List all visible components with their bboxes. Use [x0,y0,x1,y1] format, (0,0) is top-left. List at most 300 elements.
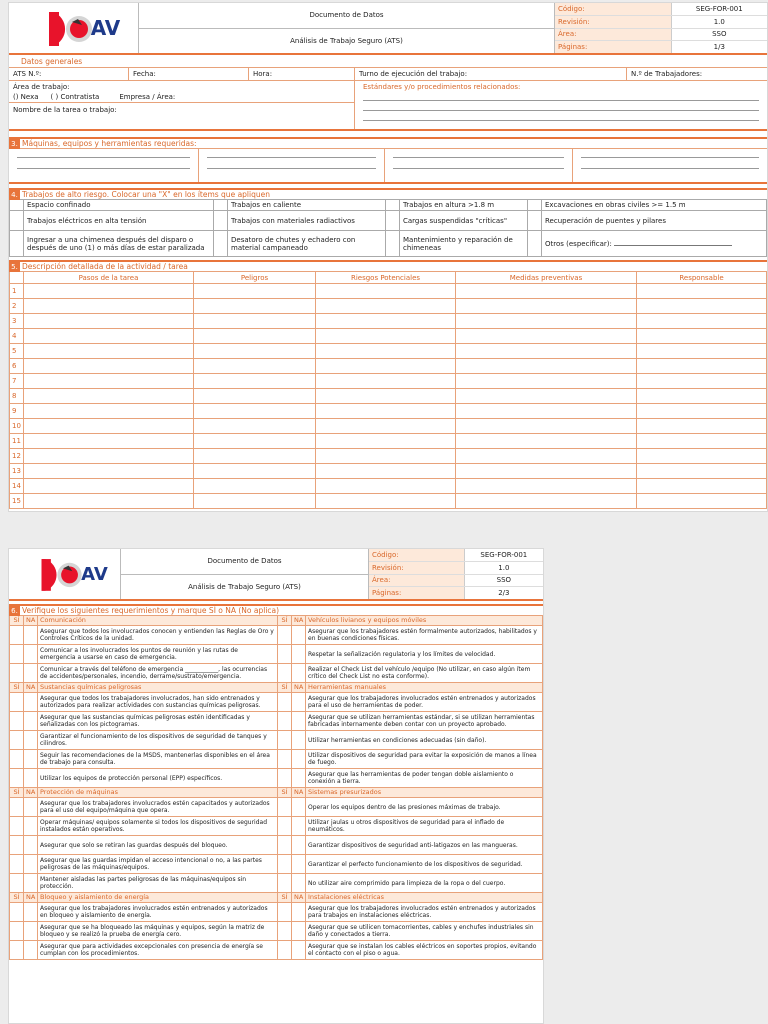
activity-row [10,359,767,374]
check-cell[interactable] [292,693,306,712]
check-cell[interactable] [292,750,306,769]
standards-block [355,81,767,129]
risk-checkbox[interactable] [10,211,24,231]
workers-count-field[interactable]: N.º de Trabajadores: [631,70,703,78]
activity-cell[interactable] [456,374,637,389]
meta-label: Código: [555,3,672,15]
company-type-row [9,93,354,103]
check-cell[interactable] [24,626,38,645]
activity-cell[interactable] [456,329,637,344]
general-row-2 [9,81,767,131]
check-cell[interactable] [292,941,306,960]
activity-cell[interactable] [637,434,767,449]
check-cell[interactable] [10,664,24,683]
risk-item: Espacio confinado [24,200,214,211]
group-title: Sustancias químicas peligrosas [38,683,278,693]
activity-cell[interactable] [24,299,194,314]
activity-cell[interactable] [24,389,194,404]
page-header [9,3,767,55]
row-number: 8 [10,389,24,404]
check-cell[interactable] [292,903,306,922]
activity-row [10,344,767,359]
activity-cell[interactable] [24,329,194,344]
si-header: SÍ [278,683,292,693]
activity-cell[interactable] [316,389,456,404]
page-header [9,549,543,601]
contractor-option[interactable]: ( ) Contratista [50,93,100,101]
requirement-text: Asegurar que se utilicen tomacorrientes, cables y enchufes industriales sin daño y conectados a tierra. [306,922,543,941]
activity-cell[interactable] [194,464,316,479]
check-cell[interactable] [24,693,38,712]
risk-checkbox[interactable] [528,231,542,257]
nexa-option[interactable]: () Nexa [13,93,39,101]
check-cell[interactable] [278,626,292,645]
check-cell[interactable] [278,769,292,788]
activity-cell[interactable] [24,479,194,494]
activity-cell[interactable] [637,374,767,389]
check-cell[interactable] [10,817,24,836]
section-title: Descripción detallada de la actividad / tarea [22,262,188,271]
activity-cell[interactable] [194,404,316,419]
activity-cell[interactable] [194,299,316,314]
check-cell[interactable] [278,693,292,712]
na-header: NA [24,616,38,626]
requirements-group-header [10,683,543,693]
check-cell[interactable] [10,693,24,712]
requirement-text: Asegurar que los trabajadores involucrados estén entrenados y autorizados en bloqueo y aislamiento de energía. [38,903,278,922]
requirement-text: Utilizar jaulas u otros dispositivos de seguridad para el inflado de neumáticos. [306,817,543,836]
document-subtitle: Análisis de Trabajo Seguro (ATS) [188,582,301,591]
requirement-text: Seguir las recomendaciones de la MSDS, mantenerlas disponibles en el área de trabajo para consulta. [38,750,278,769]
activity-cell[interactable] [316,494,456,509]
activity-cell[interactable] [24,374,194,389]
document-title: Documento de Datos [121,549,368,575]
activity-cell[interactable] [637,464,767,479]
requirement-text: Garantizar el perfecto funcionamiento de los dispositivos de seguridad. [306,855,543,874]
activity-cell[interactable] [637,359,767,374]
activity-cell[interactable] [316,344,456,359]
form-page-2 [8,548,544,1024]
si-header: SÍ [10,683,24,693]
activity-cell[interactable] [637,314,767,329]
na-header: NA [292,893,306,903]
requirement-row [10,798,543,817]
activity-cell[interactable] [24,284,194,299]
check-cell[interactable] [292,645,306,664]
requirement-text: Mantener aisladas las partes peligrosas de las máquinas/equipos sin protección. [38,874,278,893]
requirement-row [10,750,543,769]
ats-number-field[interactable]: ATS N.º: [9,68,129,80]
company-logo [9,3,139,53]
check-cell[interactable] [24,817,38,836]
check-cell[interactable] [292,855,306,874]
requirement-row [10,626,543,645]
activity-cell[interactable] [456,419,637,434]
risk-item: Otros (especificar): [545,239,612,248]
activity-cell[interactable] [456,494,637,509]
risk-checkbox[interactable] [10,200,24,211]
section-number: 4. [9,190,20,200]
document-meta [555,3,767,53]
equipment-line[interactable] [207,157,376,158]
group-title: Sistemas presurizados [306,788,543,798]
row-number: 6 [10,359,24,374]
row-number: 13 [10,464,24,479]
document-title: Documento de Datos [139,3,554,29]
time-field[interactable]: Hora: [249,68,355,80]
standards-line[interactable] [363,100,759,101]
check-cell[interactable] [278,645,292,664]
na-header: NA [292,616,306,626]
activity-cell[interactable] [637,389,767,404]
risk-item: Trabajos eléctricos en alta tensión [24,211,214,231]
activity-cell[interactable] [316,404,456,419]
activity-cell[interactable] [24,449,194,464]
document-title-block [139,3,555,53]
form-page-1 [8,2,768,512]
activity-cell[interactable] [194,284,316,299]
na-header: NA [292,788,306,798]
work-area-block [9,81,355,129]
activity-cell[interactable] [456,359,637,374]
activity-cell[interactable] [456,464,637,479]
check-cell[interactable] [292,817,306,836]
meta-value: 1.0 [713,17,725,26]
activity-cell[interactable] [456,299,637,314]
activity-cell[interactable] [316,449,456,464]
row-number: 10 [10,419,24,434]
activity-cell[interactable] [456,449,637,464]
requirements-group-header [10,616,543,626]
check-cell[interactable] [278,798,292,817]
requirement-text: Comunicar a los involucrados los puntos de reunión y las rutas de emergencia a usarse en caso de emergencia. [38,645,278,664]
requirement-text: Realizar el Check List del vehículo /equipo (No utilizar, en caso algún ítem crítico del Check List no esta conforme). [306,664,543,683]
section-3-header [9,137,767,148]
risk-item: Cargas suspendidas "críticas" [400,211,528,231]
activity-cell[interactable] [24,434,194,449]
check-cell[interactable] [24,855,38,874]
shift-field[interactable]: Turno de ejecución del trabajo: [355,68,627,80]
check-cell[interactable] [24,769,38,788]
requirement-text: Garantizar el funcionamiento de los dispositivos de seguridad de tanques y cilindros. [38,731,278,750]
equipment-line[interactable] [17,168,190,169]
check-cell[interactable] [10,750,24,769]
meta-label: Código: [369,549,465,561]
check-cell[interactable] [10,836,24,855]
check-cell[interactable] [278,855,292,874]
requirements-group-header [10,788,543,798]
standards-line[interactable] [363,120,759,121]
activity-row [10,284,767,299]
activity-cell[interactable] [24,359,194,374]
check-cell[interactable] [292,626,306,645]
activity-cell[interactable] [637,284,767,299]
meta-value: SSO [712,30,727,39]
risk-item: Mantenimiento y reparación de chimeneas [400,231,528,257]
activity-cell[interactable] [316,359,456,374]
check-cell[interactable] [10,769,24,788]
check-cell[interactable] [24,874,38,893]
activity-cell[interactable] [194,479,316,494]
check-cell[interactable] [292,874,306,893]
activity-cell[interactable] [456,344,637,359]
meta-value: 2/3 [498,589,510,598]
activity-cell[interactable] [24,494,194,509]
row-number: 14 [10,479,24,494]
check-cell[interactable] [10,731,24,750]
activity-cell[interactable] [456,314,637,329]
work-area-field[interactable]: Área de trabajo: [13,83,70,91]
requirement-text: Asegurar que las herramientas de poder tengan doble aislamiento o conexión a tierra. [306,769,543,788]
risk-checkbox[interactable] [386,231,400,257]
check-cell[interactable] [24,712,38,731]
check-cell[interactable] [24,836,38,855]
activity-cell[interactable] [24,314,194,329]
activity-row [10,404,767,419]
activity-cell[interactable] [456,284,637,299]
requirement-row [10,712,543,731]
requirements-group-header [10,893,543,903]
activity-cell[interactable] [637,329,767,344]
section-title: Máquinas, equipos y herramientas requeridas: [22,139,197,148]
check-cell[interactable] [292,769,306,788]
risk-checkbox[interactable] [528,200,542,211]
section-4-header [9,188,767,199]
check-cell[interactable] [292,836,306,855]
check-cell[interactable] [278,903,292,922]
check-cell[interactable] [10,941,24,960]
equipment-line[interactable] [581,157,759,158]
check-cell[interactable] [10,626,24,645]
activity-cell[interactable] [637,299,767,314]
check-cell[interactable] [24,731,38,750]
requirement-row [10,903,543,922]
meta-value: 1/3 [713,43,725,52]
risk-item: Trabajos en caliente [228,200,386,211]
document-subtitle: Análisis de Trabajo Seguro (ATS) [290,36,403,45]
section-6-header [9,604,543,615]
activity-cell[interactable] [637,449,767,464]
risk-checkbox[interactable] [214,200,228,211]
requirement-text: Asegurar que se utilizan herramientas estándar, si se utilizan herramientas fabricadas internamente deben contar con un proyecto aprobado. [306,712,543,731]
col-header: Riesgos Potenciales [316,272,456,284]
document-title-block [121,549,369,599]
activity-cell[interactable] [194,344,316,359]
check-cell[interactable] [24,664,38,683]
risk-checkbox[interactable] [214,211,228,231]
requirement-text: Asegurar que los trabajadores involucrados estén capacitados y autorizados para el uso del equipo/máquina que opera. [38,798,278,817]
activity-cell[interactable] [637,344,767,359]
requirement-text: Asegurar que las guardas impidan el acceso intencional o no, a las partes peligrosas de las máquinas/equipos. [38,855,278,874]
check-cell[interactable] [292,664,306,683]
activity-cell[interactable] [194,494,316,509]
requirement-text: Asegurar que se ha bloqueado las máquinas y equipos, según la matriz de bloqueo y se realizó la prueba de energía cero. [38,922,278,941]
check-cell[interactable] [24,922,38,941]
check-cell[interactable] [278,922,292,941]
check-cell[interactable] [278,817,292,836]
activity-cell[interactable] [456,404,637,419]
section-title: Trabajos de alto riesgo. Colocar una "X" en los ítems que apliquen [22,190,270,199]
check-cell[interactable] [10,874,24,893]
activity-cell[interactable] [637,419,767,434]
activity-cell[interactable] [316,464,456,479]
group-title: Instalaciones eléctricas [306,893,543,903]
activity-cell[interactable] [456,389,637,404]
requirement-text: Asegurar que todos los trabajadores involucrados, han sido entrenados y autorizados para realizar actividades con sustancias químicas peligrosas. [38,693,278,712]
col-header: Medidas preventivas [456,272,637,284]
check-cell[interactable] [292,798,306,817]
risk-item: Ingresar a una chimenea después del disparo o después de uno (1) o más días de estar paralizada [24,231,214,257]
check-cell[interactable] [24,941,38,960]
equipment-line[interactable] [581,168,759,169]
check-cell[interactable] [24,798,38,817]
activity-cell[interactable] [637,479,767,494]
row-number: 7 [10,374,24,389]
activity-cell[interactable] [316,329,456,344]
row-number: 1 [10,284,24,299]
activity-row [10,329,767,344]
activity-row [10,464,767,479]
activity-row [10,434,767,449]
check-cell[interactable] [10,798,24,817]
requirement-text: Utilizar los equipos de protección personal (EPP) específicos. [38,769,278,788]
activity-cell[interactable] [24,419,194,434]
activity-cell[interactable] [316,299,456,314]
activity-cell[interactable] [316,419,456,434]
activity-cell[interactable] [194,359,316,374]
risk-item-other[interactable] [542,231,767,257]
risk-item: Trabajos en altura >1.8 m [400,200,528,211]
task-name-field[interactable]: Nombre de la tarea o trabajo: [13,106,117,114]
activity-cell[interactable] [194,374,316,389]
check-cell[interactable] [278,941,292,960]
risk-checkbox[interactable] [386,211,400,231]
check-cell[interactable] [278,836,292,855]
check-cell[interactable] [292,712,306,731]
section-number: 3. [9,139,20,149]
activity-cell[interactable] [456,479,637,494]
col-header: Responsable [637,272,767,284]
check-cell[interactable] [278,664,292,683]
activity-cell[interactable] [24,464,194,479]
activity-cell[interactable] [316,284,456,299]
activity-cell[interactable] [194,449,316,464]
requirement-row [10,731,543,750]
activity-row [10,314,767,329]
meta-label: Área: [555,29,672,41]
standards-line[interactable] [363,110,759,111]
col-header: Peligros [194,272,316,284]
requirement-row [10,855,543,874]
row-number: 2 [10,299,24,314]
check-cell[interactable] [10,922,24,941]
activity-row [10,449,767,464]
date-field[interactable]: Fecha: [129,68,249,80]
activity-cell[interactable] [316,479,456,494]
check-cell[interactable] [24,903,38,922]
col-header: Pasos de la tarea [24,272,194,284]
check-cell[interactable] [24,750,38,769]
check-cell[interactable] [10,855,24,874]
equipment-line[interactable] [393,168,564,169]
check-cell[interactable] [292,922,306,941]
check-cell[interactable] [24,645,38,664]
meta-label: Páginas: [555,41,672,53]
check-cell[interactable] [10,712,24,731]
activity-cell[interactable] [194,434,316,449]
meta-label: Páginas: [369,587,465,599]
requirement-row [10,693,543,712]
standards-label: Estándares y/o procedimientos relacionados: [363,83,521,91]
requirement-text: Asegurar que las sustancias químicas peligrosas estén identificadas y señalizadas con los pictogramas. [38,712,278,731]
check-cell[interactable] [292,731,306,750]
check-cell[interactable] [278,750,292,769]
risk-checkbox[interactable] [386,200,400,211]
risk-item: Excavaciones en obras civiles >= 1.5 m [542,200,767,211]
activity-cell[interactable] [316,374,456,389]
activity-cell[interactable] [637,494,767,509]
check-cell[interactable] [278,712,292,731]
requirement-text: Asegurar que todos los involucrados conocen y entienden las Reglas de Oro y Controles Críticos de la unidad. [38,626,278,645]
check-cell[interactable] [278,731,292,750]
activity-row [10,389,767,404]
requirement-text: Asegurar que los trabajadores involucrados estén entrenados y autorizados para trabajos en instalaciones eléctricas. [306,903,543,922]
check-cell[interactable] [10,645,24,664]
activity-cell[interactable] [24,404,194,419]
requirement-text: Respetar la señalización regulatoria y los límites de velocidad. [306,645,543,664]
activity-cell[interactable] [194,314,316,329]
activity-cell[interactable] [316,314,456,329]
requirement-text: No utilizar aire comprimido para limpieza de la ropa o del cuerpo. [306,874,543,893]
risk-checkbox[interactable] [214,231,228,257]
activity-header-row [10,272,767,284]
group-title: Bloqueo y aislamiento de energía [38,893,278,903]
company-area-field[interactable]: Empresa / Área: [119,93,176,101]
activity-row [10,299,767,314]
row-number: 9 [10,404,24,419]
equipment-line[interactable] [393,157,564,158]
general-row-1 [9,67,767,81]
activity-cell[interactable] [24,344,194,359]
activity-cell[interactable] [194,419,316,434]
row-number: 15 [10,494,24,509]
group-title: Protección de máquinas [38,788,278,798]
equipment-line[interactable] [17,157,190,158]
activity-cell[interactable] [194,329,316,344]
section-title: Verifique los siguientes requerimientos y marque SÍ o NA (No aplica) [22,606,280,615]
document-meta [369,549,543,599]
meta-value: 1.0 [498,563,510,572]
activity-cell[interactable] [637,404,767,419]
meta-label: Revisión: [369,562,465,574]
activity-cell[interactable] [456,434,637,449]
activity-cell[interactable] [316,434,456,449]
equipment-lines [9,148,767,184]
high-risk-table [9,199,767,257]
risk-item: Recuperación de puentes y pilares [542,211,767,231]
equipment-line[interactable] [207,168,376,169]
check-cell[interactable] [10,903,24,922]
meta-label: Área: [369,575,465,587]
meta-value: SEG-FOR-001 [695,4,743,13]
na-header: NA [24,788,38,798]
risk-checkbox[interactable] [528,211,542,231]
risk-checkbox[interactable] [10,231,24,257]
requirement-text: Asegurar que para actividades excepcionales con presencia de energía se cumplan con los procedimientos. [38,941,278,960]
row-number: 5 [10,344,24,359]
check-cell[interactable] [278,874,292,893]
activity-cell[interactable] [194,389,316,404]
